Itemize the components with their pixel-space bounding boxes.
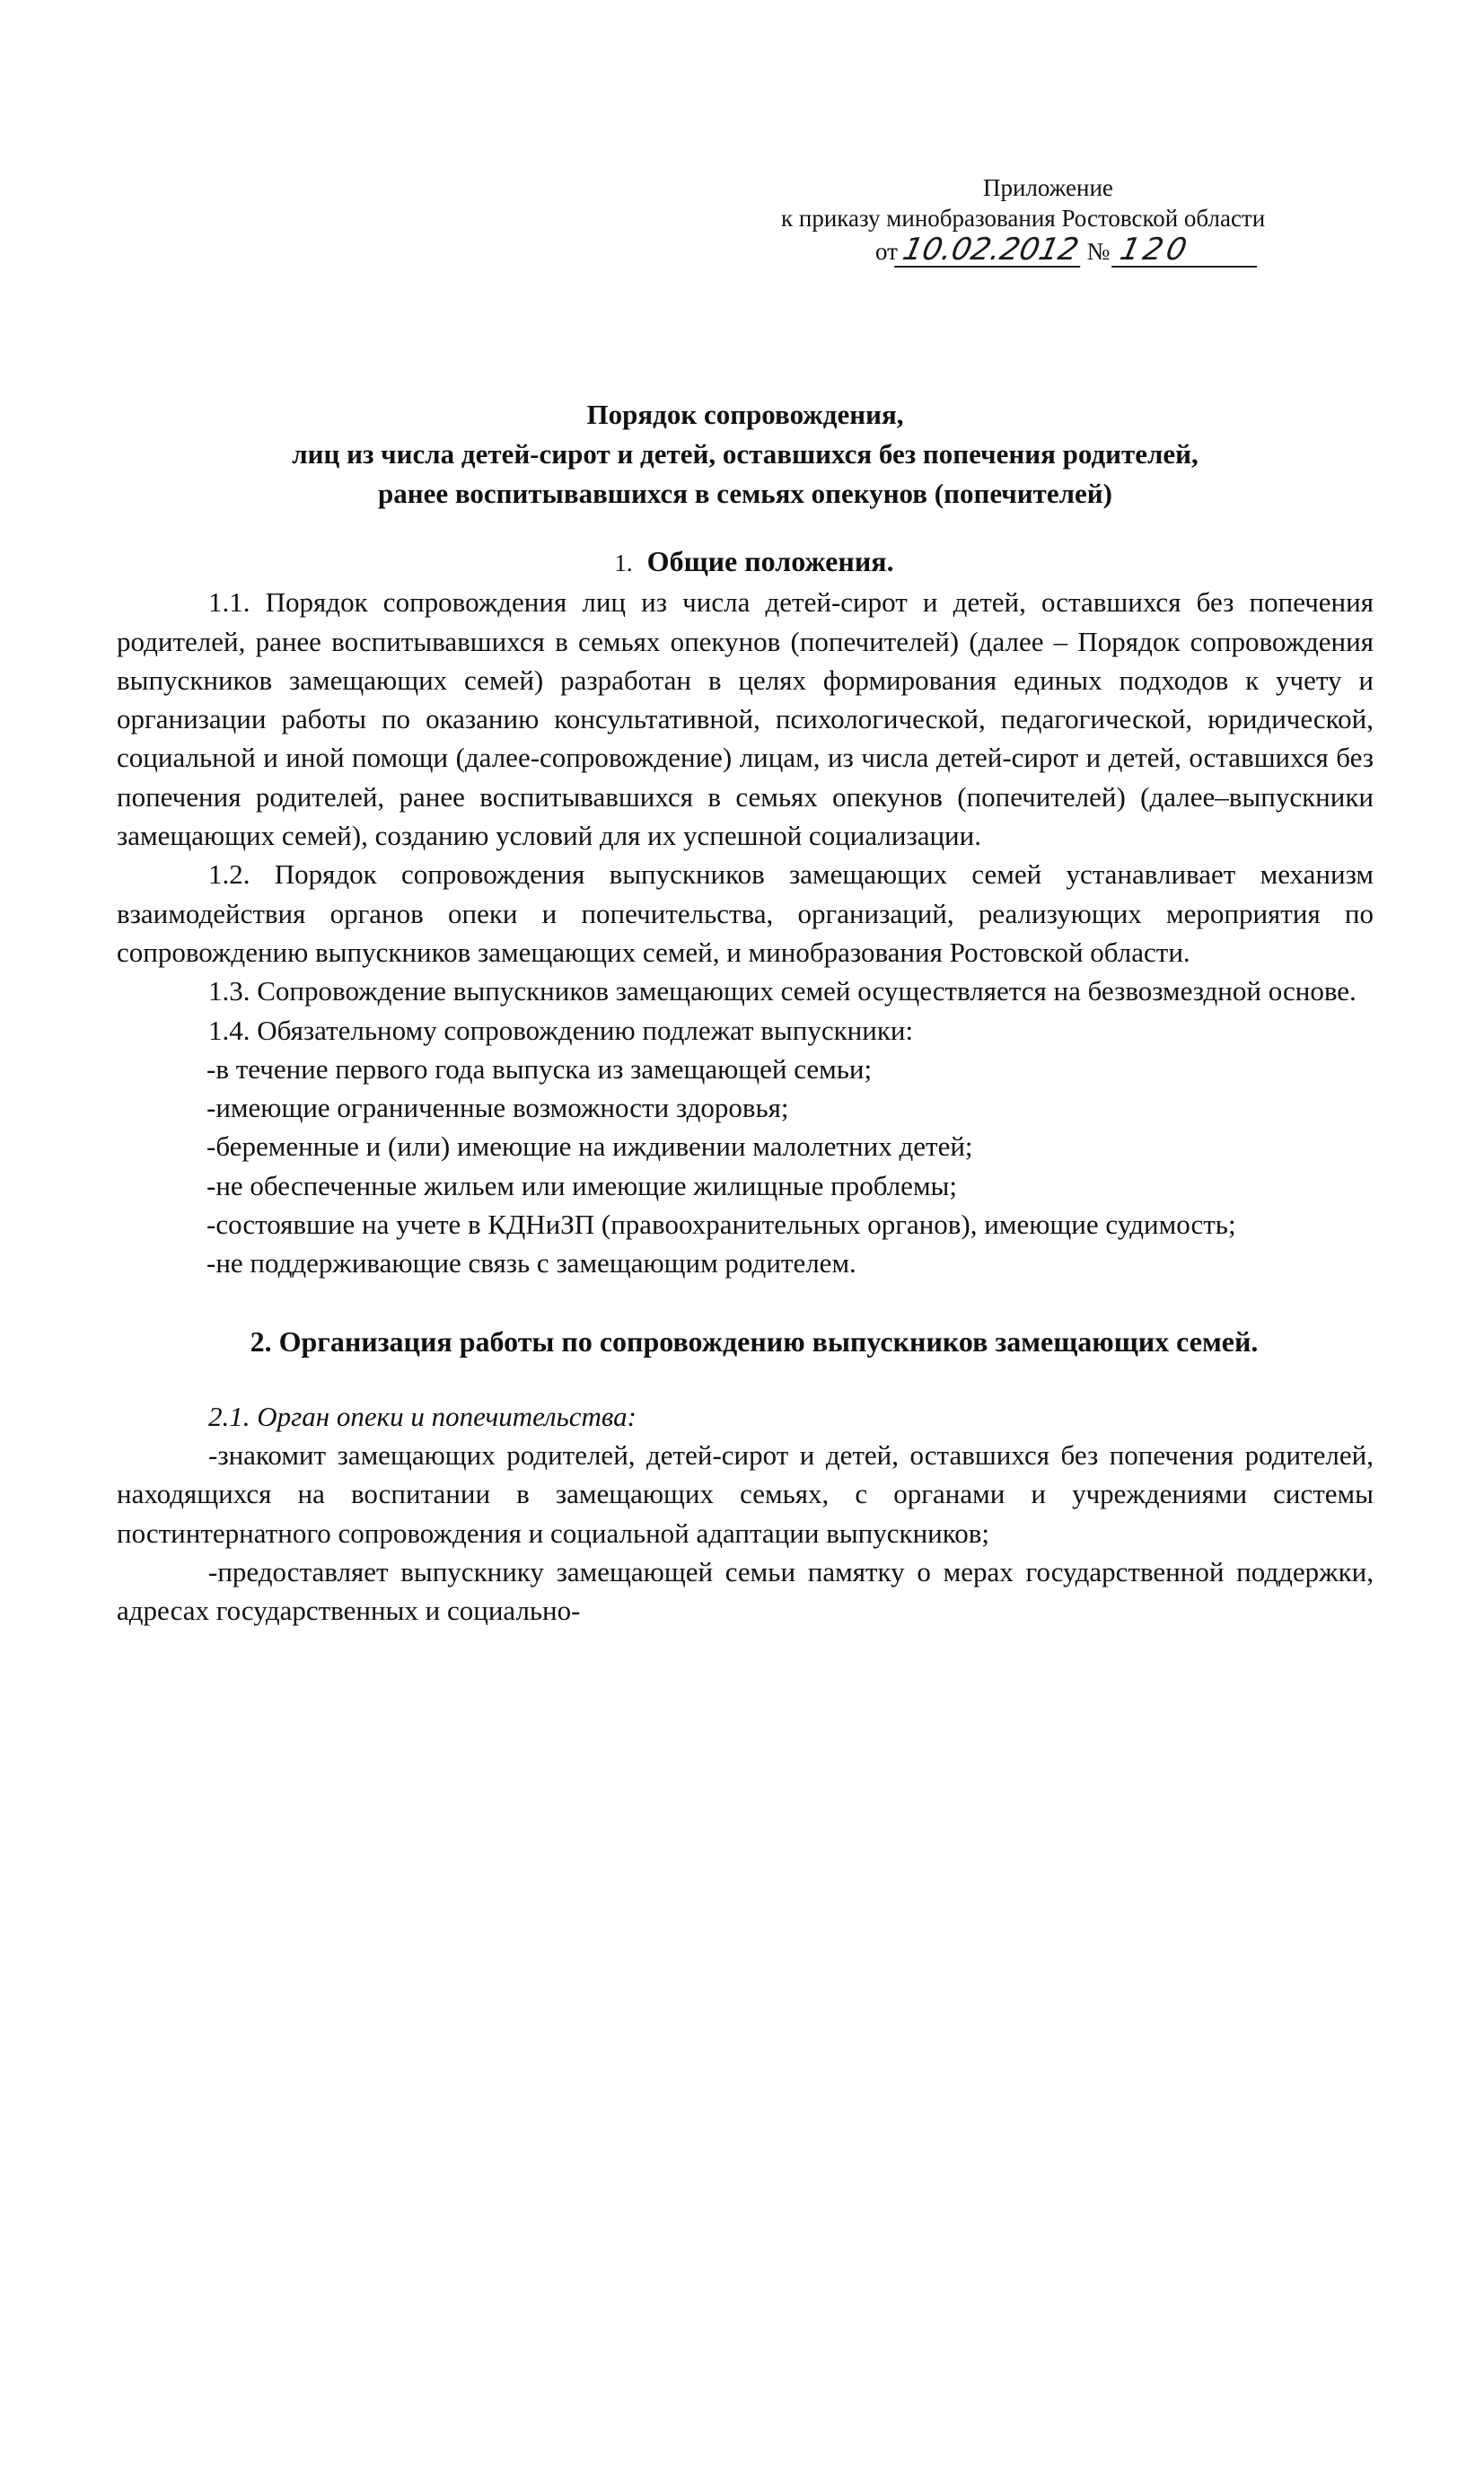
document-title — [117, 395, 1374, 514]
title-line-1: Порядок сопровождения, — [586, 399, 904, 430]
section-1-heading — [117, 542, 1374, 583]
list-item: -состоявшие на учете в КДНиЗП (правоохранительных органов), имеющие судимость; — [206, 1209, 1236, 1241]
appendix-label: Приложение — [983, 174, 1113, 201]
list-item: -не обеспеченные жильем или имеющие жилищные проблемы; — [206, 1169, 958, 1201]
list-item: -в течение первого года выпуска из замещающей семьи; — [206, 1052, 873, 1085]
list-item: -беременные и (или) имеющие на иждивении малолетних детей; — [206, 1130, 973, 1163]
handwritten-number: 120 — [1111, 233, 1264, 268]
appendix-order-reference: к приказу минобразования Ростовской области — [781, 205, 1266, 232]
handwritten-date: 10.02.2012 — [894, 233, 1087, 268]
paragraph-1-4: 1.4. Обязательному сопровождению подлежат выпускники: — [208, 1014, 914, 1046]
appendix-date-number — [772, 233, 1347, 268]
list-item: -имеющие ограниченные возможности здоровья; — [206, 1092, 789, 1124]
paragraph-2-1-a: -знакомит замещающих родителей, детей-сирот и детей, оставшихся без попечения родителей, находящихся на воспитании в замещающих семьях, с органами и учреждениями системы постинтернатного сопровождения и социальной адаптации выпускников; — [117, 1438, 1374, 1549]
document-body — [117, 542, 1374, 1630]
from-label: от — [875, 238, 898, 265]
subsection-2-1-heading: 2.1. Орган опеки и попечительства: — [208, 1400, 637, 1432]
section-2-heading: 2. Организация работы по сопровождению выпускников замещающих семей. — [250, 1324, 1259, 1358]
appendix-block — [772, 172, 1347, 268]
section-1-number: 1. — [614, 550, 633, 576]
paragraph-2-1-b: -предоставляет выпускнику замещающей семьи памятку о мерах государственной поддержки, адресах государственных и социально- — [117, 1555, 1374, 1627]
section-1-title: Общие положения. — [646, 545, 894, 577]
title-line-2: лиц из числа детей-сирот и детей, оставшихся без попечения родителей, — [292, 438, 1199, 470]
paragraph-1-2: 1.2. Порядок сопровождения выпускников замещающих семей устанавливает механизм взаимодействия органов опеки и попечительства, организаций, реализующих мероприятия по сопровождению выпускников замещающих семей, и минобразования Ростовской области. — [117, 858, 1374, 968]
number-label: № — [1086, 238, 1111, 265]
list-item: -не поддерживающие связь с замещающим родителем. — [206, 1247, 856, 1279]
title-line-3: ранее воспитывавшихся в семьях опекунов (попечителей) — [378, 478, 1112, 509]
paragraph-1-1: 1.1. Порядок сопровождения лиц из числа детей-сирот и детей, оставшихся без попечения родителей, ранее воспитывавшихся в семьях опекунов (попечителей) (далее – Порядок сопровождения выпускников замещающих семей) разработан в целях формирования единых подходов к учету и организации работы по оказанию консультативной, психологической, педагогической, юридической, социальной и иной помощи (далее-сопровождение) лицам, из числа детей-сирот и детей, оставшихся без попечения родителей, ранее воспитывавшихся в семьях опекунов (попечителей) (далее–выпускники замещающих семей), созданию условий для их успешной социализации. — [117, 586, 1374, 852]
paragraph-1-3: 1.3. Сопровождение выпускников замещающих семей осуществляется на безвозмездной основе. — [208, 975, 1357, 1007]
